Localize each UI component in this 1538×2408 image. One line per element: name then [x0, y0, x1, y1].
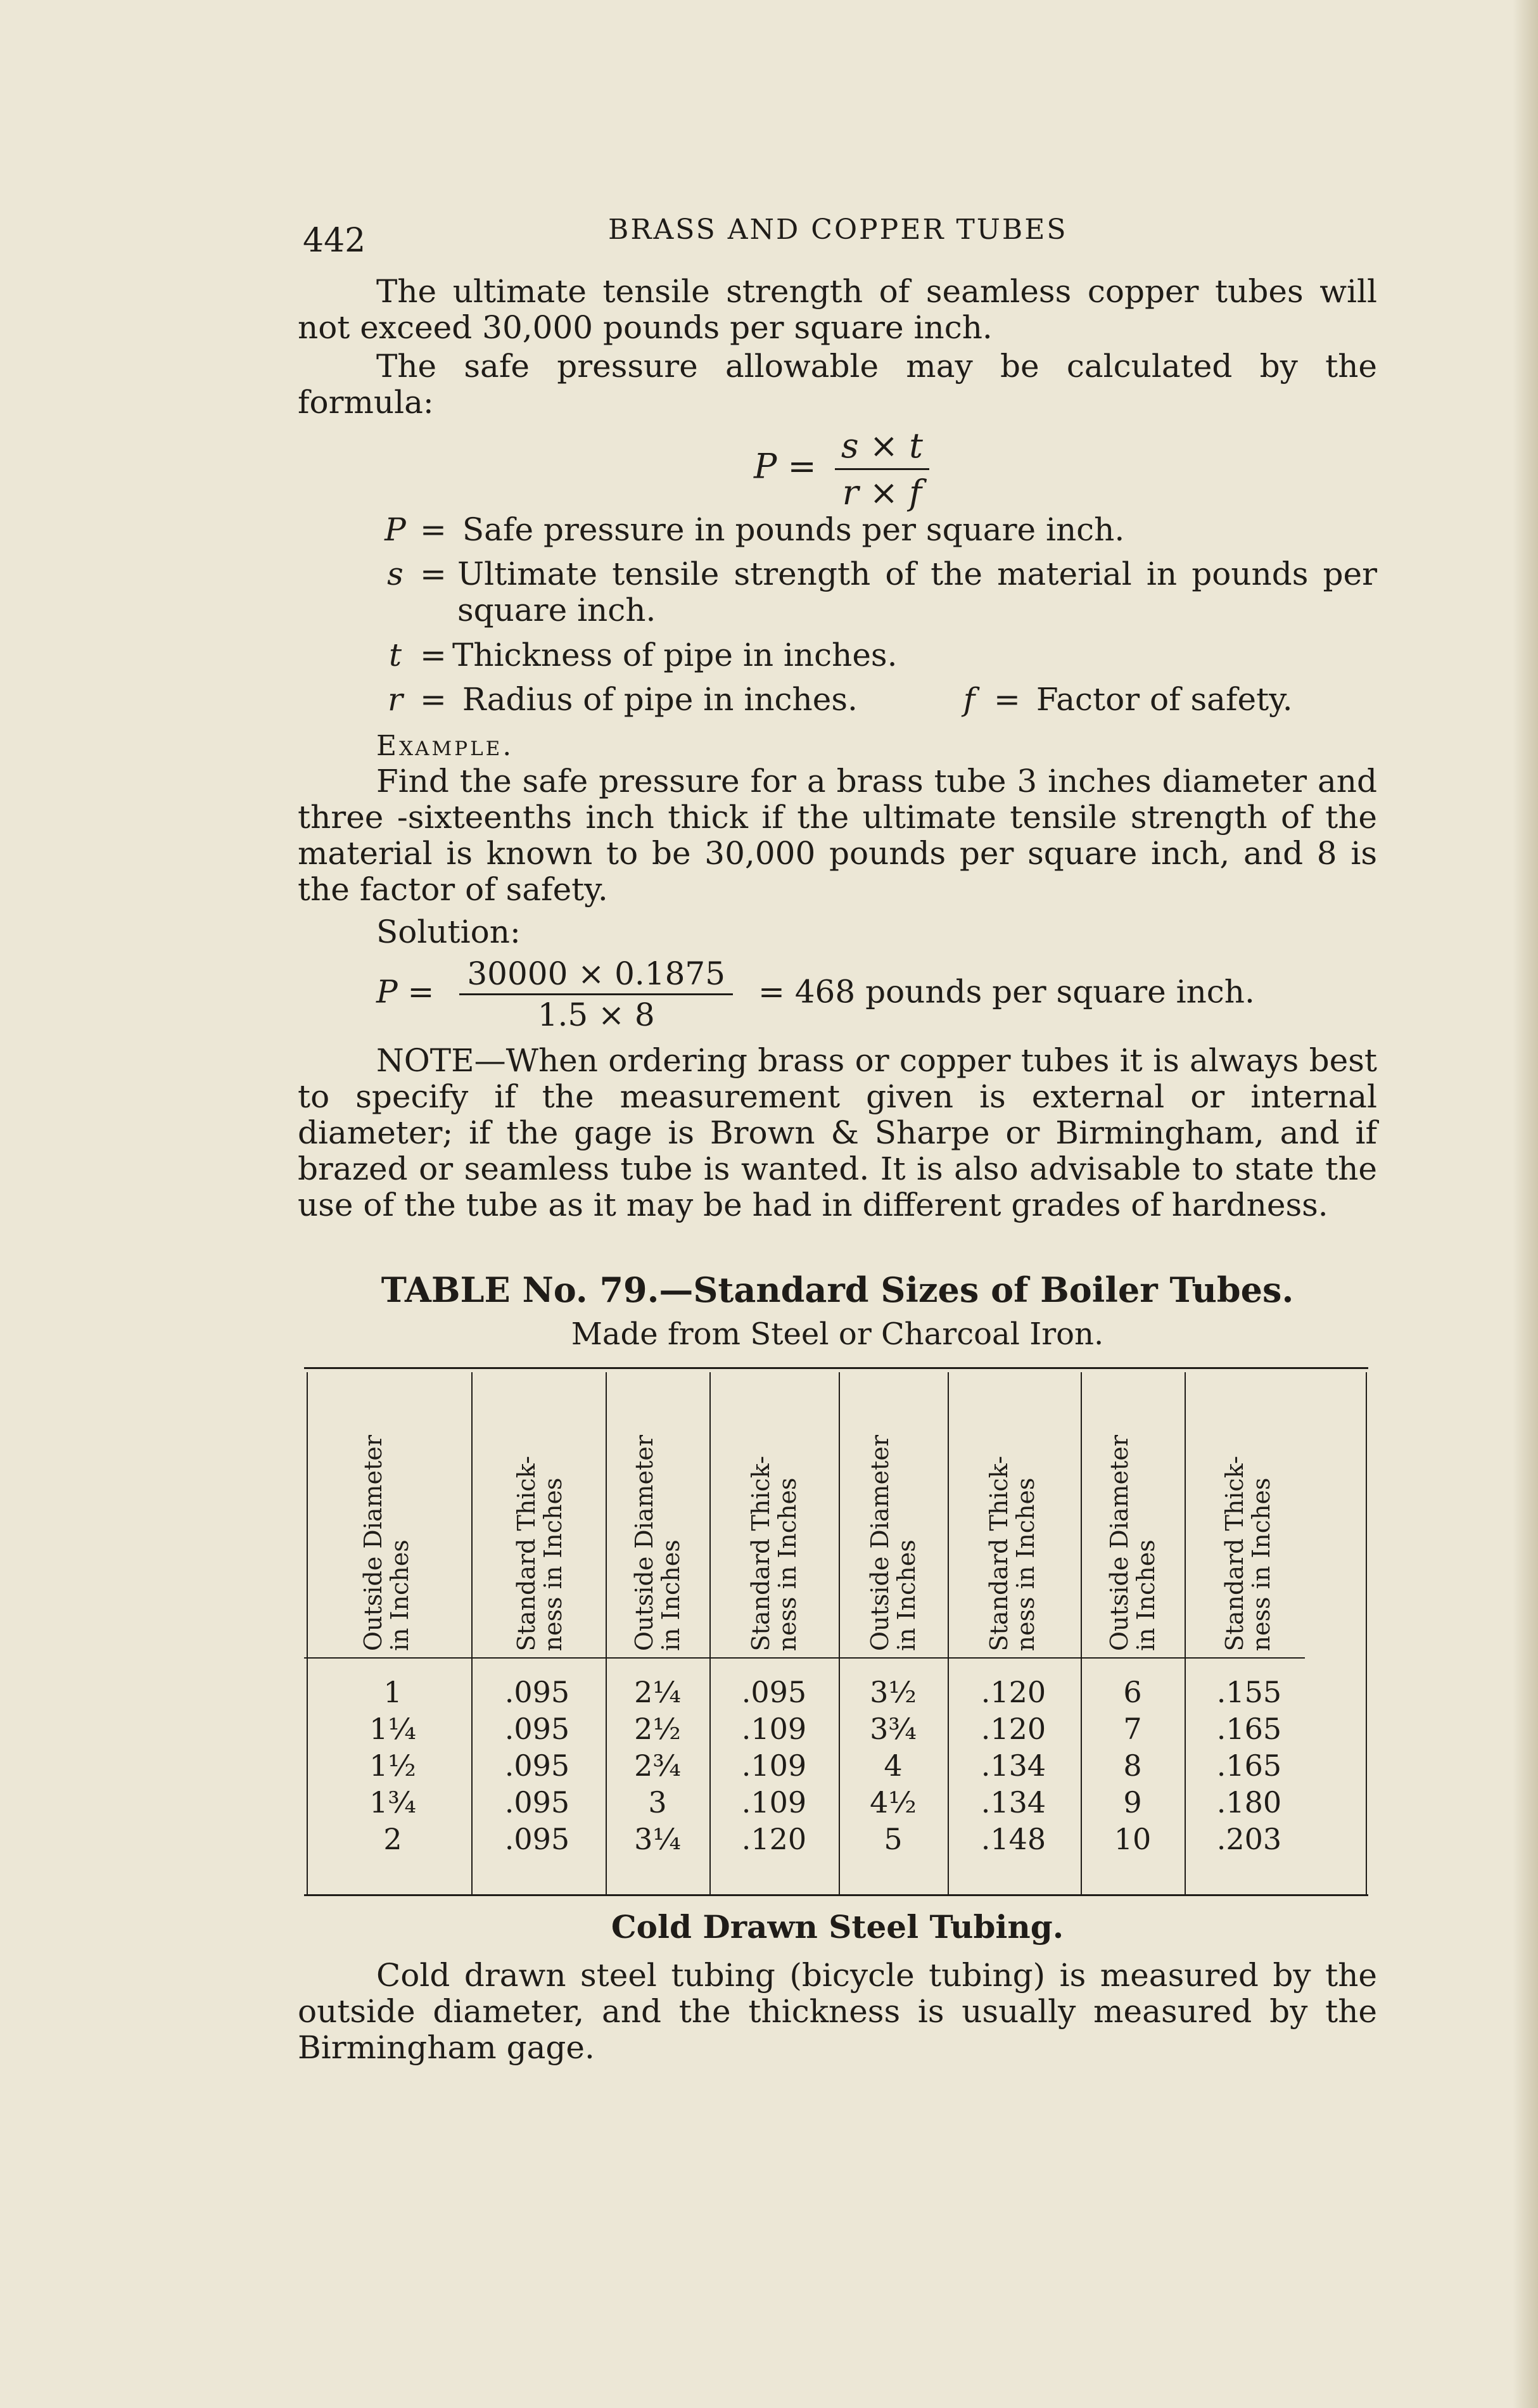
table-cell: .165: [1216, 1749, 1282, 1783]
column-header-diameter: Outside Diameter in Inches: [866, 1434, 920, 1651]
table-cell: 4½: [870, 1785, 917, 1819]
column-header-diameter: Outside Diameter in Inches: [630, 1434, 685, 1651]
column-header-thickness: Standard Thick- ness in Inches: [747, 1455, 801, 1651]
definition-text: Ultimate tensile strength of the material in pounds per square inch.: [457, 556, 1377, 628]
table-border-left: [307, 1372, 308, 1894]
table-cell: .134: [981, 1749, 1046, 1783]
table-title: TABLE No. 79.—Standard Sizes of Boiler Tubes.: [381, 1270, 1294, 1310]
table-cell: .155: [1216, 1675, 1282, 1709]
table-cell: .120: [981, 1675, 1046, 1709]
definition-t: t = Thickness of pipe in inches.: [376, 637, 897, 673]
table-column-rule: [948, 1372, 949, 1894]
table-bottom-rule: [304, 1894, 1368, 1896]
column-diameter-2: [607, 1674, 708, 1857]
solution-denominator: 1.5 × 8: [537, 997, 655, 1033]
table-cell: .109: [741, 1712, 807, 1746]
table-cell: 3½: [870, 1675, 917, 1709]
definition-text: Factor of safety.: [1036, 681, 1293, 718]
table-cell: 9: [1123, 1785, 1142, 1819]
table-cell: 2¼: [634, 1675, 681, 1709]
table-cell: 3¾: [870, 1712, 917, 1746]
column-header-diameter: Outside Diameter in Inches: [359, 1434, 414, 1651]
cold-drawn-paragraph: Cold drawn steel tubing (bicycle tubing) is measured by the outside diameter, and the thickness is usually measured by the Birmingham gage.: [298, 1957, 1377, 2066]
definition-f: f = Factor of safety.: [950, 682, 1293, 718]
table-cell: .095: [741, 1675, 807, 1709]
formula-numerator: s × t: [835, 426, 929, 470]
table-cell: .180: [1216, 1785, 1282, 1819]
definition-text: Safe pressure in pounds per square inch.: [462, 511, 1125, 548]
table-cell: 4: [884, 1749, 903, 1783]
pressure-formula: [754, 426, 929, 513]
solution-label: Solution:: [376, 914, 521, 950]
table-cell: .095: [504, 1785, 570, 1819]
boiler-tube-table: [304, 1367, 1368, 1899]
column-thickness-3: [963, 1674, 1064, 1857]
table-header-rule: [304, 1657, 1305, 1659]
column-header-thickness: Standard Thick- ness in Inches: [512, 1455, 567, 1651]
table-cell: 1¾: [369, 1785, 416, 1819]
solution-lhs: P =: [376, 973, 435, 1010]
table-cell: 1½: [369, 1749, 416, 1783]
table-cell: 10: [1114, 1822, 1152, 1856]
table-cell: .148: [981, 1822, 1046, 1856]
table-top-rule: [304, 1367, 1368, 1369]
column-diameter-3: [842, 1674, 944, 1857]
definition-symbol: f: [963, 681, 976, 718]
page-edge-shadow: [1513, 0, 1538, 2408]
definition-symbol: P: [385, 511, 406, 548]
formula-lhs: P =: [754, 446, 817, 487]
table-subtitle: Made from Steel or Charcoal Iron.: [571, 1316, 1104, 1352]
definition-text: Radius of pipe in inches.: [462, 681, 858, 718]
definition-p: P = Safe pressure in pounds per square inch.: [376, 512, 1124, 548]
column-header-thickness: Standard Thick- ness in Inches: [985, 1455, 1039, 1651]
table-cell: 8: [1123, 1749, 1142, 1783]
definition-symbol: t: [388, 637, 402, 673]
table-cell: .109: [741, 1749, 807, 1783]
running-head: BRASS AND COPPER TUBES: [608, 213, 1068, 246]
table-column-rule: [471, 1372, 473, 1894]
table-cell: 2¾: [634, 1749, 681, 1783]
column-diameter-4: [1082, 1674, 1183, 1857]
table-column-rule: [1185, 1372, 1186, 1894]
table-cell: 3: [648, 1785, 667, 1819]
table-column-rule: [709, 1372, 711, 1894]
table-cell: 6: [1123, 1675, 1142, 1709]
definition-r: r = Radius of pipe in inches.: [376, 682, 858, 718]
note-paragraph: NOTE—When ordering brass or copper tubes it is always best to specify if the measurement given is external or internal diameter; if the gage is Brown & Sharpe or Birmingham, and if brazed or seamless tube is wanted. It is also advisable to state the use of the tube as it may be had in different grades of hardness.: [298, 1042, 1377, 1223]
page-number: 442: [303, 222, 366, 260]
formula-fraction: [835, 426, 929, 513]
definition-text: Thickness of pipe in inches.: [452, 637, 898, 673]
table-cell: 7: [1123, 1712, 1142, 1746]
paragraph-tensile: The ultimate tensile strength of seamless copper tubes will not exceed 30,000 pounds per square inch.: [298, 273, 1377, 346]
table-cell: 1¼: [369, 1712, 416, 1746]
column-thickness-4: [1198, 1674, 1300, 1857]
solution-fraction: [459, 955, 733, 1033]
formula-denominator: r × f: [842, 473, 922, 513]
table-cell: .120: [741, 1822, 807, 1856]
column-header-thickness: Standard Thick- ness in Inches: [1221, 1455, 1275, 1651]
section-heading-cold-drawn: Cold Drawn Steel Tubing.: [611, 1908, 1064, 1946]
table-cell: .134: [981, 1785, 1046, 1819]
table-cell: .120: [981, 1712, 1046, 1746]
column-thickness-1: [486, 1674, 588, 1857]
definition-symbol: r: [388, 681, 403, 718]
table-cell: .165: [1216, 1712, 1282, 1746]
solution-numerator: 30000 × 0.1875: [459, 955, 733, 995]
table-cell: .109: [741, 1785, 807, 1819]
example-text: Find the safe pressure for a brass tube 3 inches diameter and three -sixteenths inch thick if the ultimate tensile strength of the material is known to be 30,000 pounds per square inch, and 8 is the factor of safety.: [298, 763, 1377, 908]
definition-symbol: s: [387, 556, 404, 592]
table-cell: .095: [504, 1675, 570, 1709]
paragraph-formula-intro: The safe pressure allowable may be calculated by the formula:: [298, 348, 1377, 421]
table-cell: 2: [383, 1822, 402, 1856]
column-thickness-2: [723, 1674, 825, 1857]
column-diameter-1: [342, 1674, 443, 1857]
column-header-diameter: Outside Diameter in Inches: [1105, 1434, 1160, 1651]
table-cell: .095: [504, 1749, 570, 1783]
solution-result: = 468 pounds per square inch.: [758, 973, 1255, 1010]
table-cell: .203: [1216, 1822, 1282, 1856]
table-column-rule: [839, 1372, 840, 1894]
table-border-right: [1366, 1372, 1367, 1894]
example-heading: Example.: [376, 730, 514, 762]
table-cell: 2½: [634, 1712, 681, 1746]
table-cell: .095: [504, 1712, 570, 1746]
table-cell: 1: [383, 1675, 402, 1709]
table-cell: 3¼: [634, 1822, 681, 1856]
table-cell: .095: [504, 1822, 570, 1856]
solution-equation: [376, 955, 1255, 1033]
definition-s: s = Ultimate tensile strength of the material in pounds per square inch.: [376, 556, 1377, 628]
table-cell: 5: [884, 1822, 903, 1856]
